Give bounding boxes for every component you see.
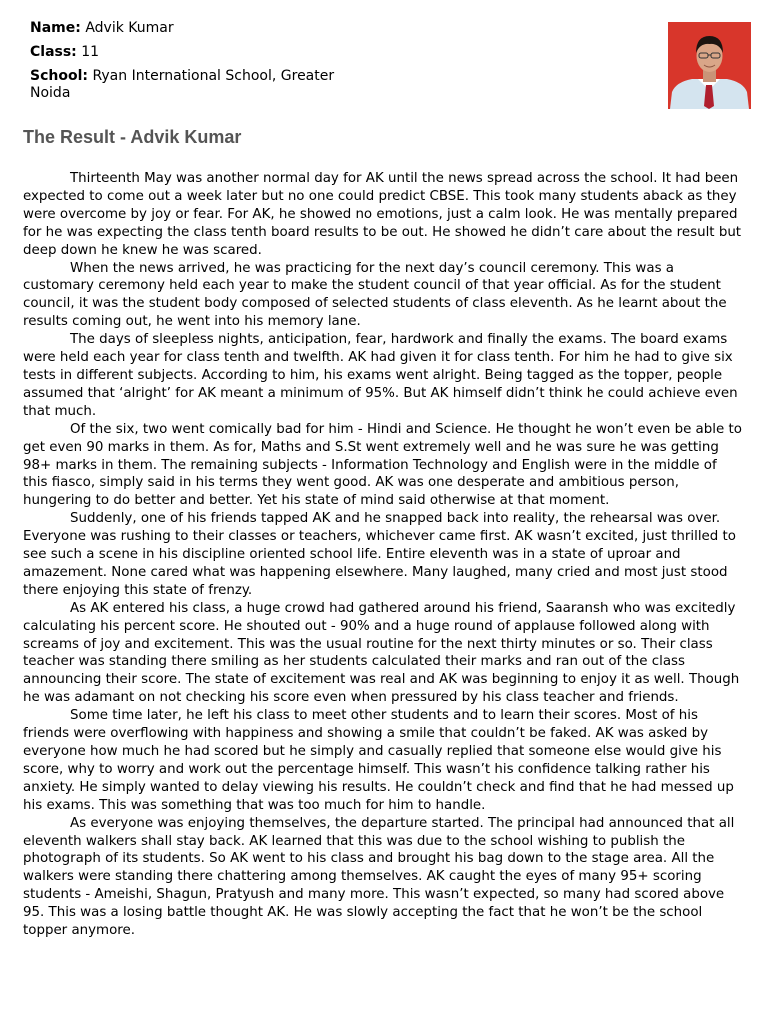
class-row <box>30 44 370 61</box>
name-row <box>30 20 370 37</box>
story-paragraph: As everyone was enjoying themselves, the departure started. The principal had announced that all eleventh walkers shall stay back. AK learned that this was due to the school wishing to publish the photograph of its students. So AK went to his class and brought his bag down to the stage area. All the walkers were standing there chattering among themselves. AK caught the eyes of many 95+ scoring students - Ameishi, Shagun, Pratyush and many more. This wasn’t expected, so many had scored above 95. This was a losing battle thought AK. He was slowly accepting the fact that he won’t be the school topper anymore. <box>23 815 735 939</box>
student-photo <box>668 22 751 109</box>
story-paragraph: The days of sleepless nights, anticipation, fear, hardwork and finally the exams. The board exams were held each year for class tenth and twelfth. AK had given it for class tenth. For him he had to give six tests in different subjects. According to him, his exams went alright. Being tagged as the topper, people assumed that ‘alright’ for AK meant a minimum of 95%. But AK himself didn’t think he could achieve even that much. <box>23 332 738 419</box>
story-paragraph: Some time later, he left his class to meet other students and to learn their scores. Most of his friends were overflowing with happiness and showing a smile that couldn’t be faked. AK was asked by everyone how much he had scored but he simply and casually replied that someone else would give his score, why to worry and work out the percentage himself. This wasn’t his confidence talking rather his anxiety. He simply wanted to delay viewing his results. He couldn’t check and find that he had messed up his exams. This was something that was too much for him to handle. <box>23 708 734 813</box>
student-school: Ryan International School, Greater Noida <box>30 68 335 101</box>
student-info <box>30 20 370 109</box>
story-body <box>23 170 745 940</box>
school-label: School: <box>30 68 88 84</box>
story-paragraph: Of the six, two went comically bad for him - Hindi and Science. He thought he won’t even be able to get even 90 marks in them. As for, Maths and S.St went extremely well and he was sure he was getting 98+ marks in them. The remaining subjects - Information Technology and English were in the middle of this fiasco, simply said in his terms they went good. AK was one desperate and ambitious person, hungering to do better and better. Yet his state of mind said otherwise at that moment. <box>23 421 742 509</box>
student-portrait-image <box>668 22 751 109</box>
student-class: 11 <box>81 44 100 60</box>
student-name: Advik Kumar <box>85 20 174 36</box>
page-title: The Result - Advik Kumar <box>23 127 242 147</box>
story-paragraph: As AK entered his class, a huge crowd had gathered around his friend, Saaransh who was excitedly calculating his percent score. He shouted out - 90% and a huge round of applause followed along with screams of joy and excitement. This was the usual routine for the next thirty minutes or so. Their class teacher was standing there smiling as her students calculated their marks and ran out of the class announcing their score. The state of excitement was real and AK was beginning to enjoy it as well. Though he was adamant on not checking his score even when pressured by his class teacher and friends. <box>23 600 740 706</box>
name-label: Name: <box>30 20 81 36</box>
story-paragraph: Suddenly, one of his friends tapped AK and he snapped back into reality, the rehearsal was over. Everyone was rushing to their classes or teachers, whichever came first. AK wasn’t excited, just thrilled to see such a scene in his discipline oriented school life. Entire eleventh was in a state of uproar and amazement. None cared what was happening elsewhere. Many laughed, many cried and most just stood there enjoying this state of frenzy. <box>23 511 736 598</box>
school-row <box>30 68 370 102</box>
story-paragraph: When the news arrived, he was practicing for the next day’s council ceremony. This was a customary ceremony held each year to make the student council of that year official. As for the student council, it was the student body composed of selected students of class eleventh. As he learnt about the results coming out, he went into his memory lane. <box>23 260 727 330</box>
story-paragraph: Thirteenth May was another normal day for AK until the news spread across the school. It had been expected to come out a week later but no one could predict CBSE. This took many students aback as they were overcome by joy or fear. For AK, he showed no emotions, just a calm look. He was mentally prepared for he was expecting the class tenth board results to be out. He showed he didn’t care about the result but deep down he knew he was scared. <box>23 171 742 258</box>
class-label: Class: <box>30 44 77 60</box>
